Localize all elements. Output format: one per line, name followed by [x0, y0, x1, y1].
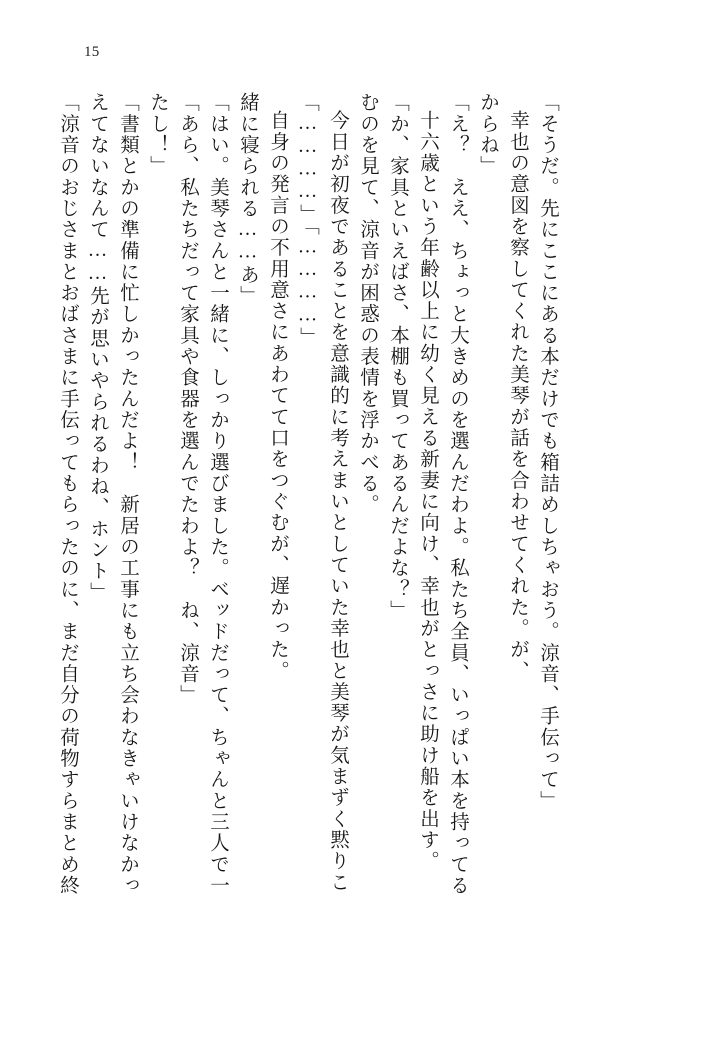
- text-line: むのを見て、涼音が困惑の表情を浮かべる。: [357, 92, 378, 516]
- text-line: 「書類とかの準備に忙しかったんだよ！ 新居の工事にも立ち会わなきゃいけなかっ: [117, 92, 138, 896]
- text-line: えてないなんて……先が思いやられるわね、ホント」: [87, 92, 108, 603]
- text-line: 十六歳という年齢以上に幼く見える新妻に向け、幸也がとっさに助け船を出す。: [417, 110, 438, 872]
- text-line: 自身の発言の不用意さにあわてて口をつぐむが、遅かった。: [267, 110, 288, 682]
- text-line: 「え？ ええ、ちょっと大きめのを選んだわよ。私たち全員、いっぱい本を持ってる: [447, 92, 468, 896]
- text-line: たし！」: [147, 92, 168, 177]
- text-line: 「涼音のおじさまとおばさまに手伝ってもらったのに、まだ自分の荷物すらまとめ終: [57, 92, 78, 896]
- text-line: 「はい。美琴さんと一緒に、しっかり選びました。ベッドだって、ちゃんと三人で一: [207, 92, 228, 896]
- text-line: からね」: [477, 92, 498, 177]
- text-line: 幸也の意図を察してくれた美琴が話を合わせてくれた。が、: [507, 110, 528, 682]
- vertical-text-block: [47, 92, 647, 972]
- text-line: 「か、家具といえばさ、本棚も買ってあるんだよな？」: [387, 92, 408, 621]
- text-line: 「あら、私たちだって家具や食器を選んでたわよ？ ね、涼音」: [177, 92, 198, 706]
- text-line: 今日が初夜であることを意識的に考えまいとしていた幸也と美琴が気まずく黙りこ: [327, 110, 348, 893]
- text-line: 「そうだ。先にここにある本だけでも箱詰めしちゃおう。涼音、手伝って」: [537, 92, 558, 812]
- text-line: 「…………」「…………」: [297, 92, 318, 349]
- page-number: 15: [84, 44, 100, 60]
- text-line: 緒に寝られる……あ」: [237, 92, 258, 307]
